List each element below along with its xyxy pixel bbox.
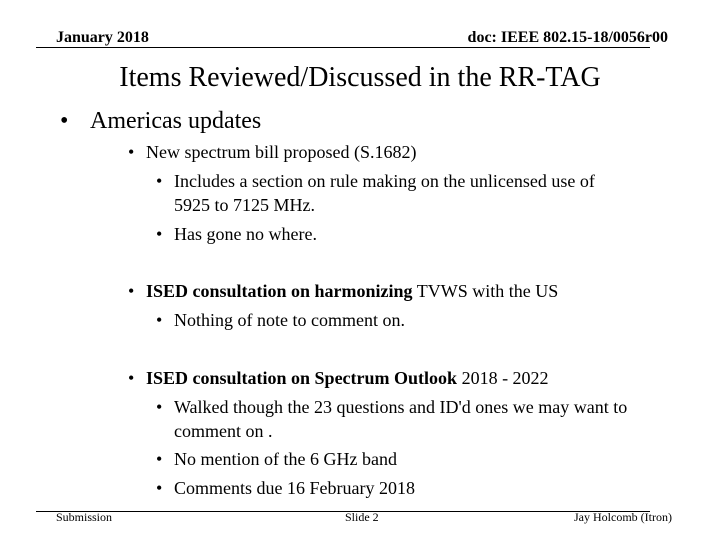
bullet-ised-outlook-deadline	[156, 478, 415, 499]
footer-author: Jay Holcomb (Itron)	[574, 510, 672, 524]
bullet-icon: •	[128, 142, 135, 162]
bullet-icon: •	[156, 310, 163, 330]
slide-title: Items Reviewed/Discussed in the RR-TAG	[119, 62, 601, 93]
bullet-text: No mention of the 6 GHz band	[174, 449, 397, 469]
bullet-text-bold: ISED consultation on Spectrum Outlook	[146, 368, 458, 388]
bullet-text: Walked though the 23 questions and ID'd ones we may want to	[174, 397, 628, 417]
bullet-text: Includes a section on rule making on the unlicensed use of	[174, 171, 595, 191]
bullet-spectrum-bill-section	[156, 171, 595, 192]
bullet-icon: •	[156, 478, 163, 498]
bullet-icon: •	[156, 171, 163, 191]
bullet-text: Americas updates	[90, 108, 262, 134]
header-doc-id: doc: IEEE 802.15-18/0056r00	[467, 29, 668, 46]
bullet-icon: •	[128, 281, 135, 301]
footer-slide-number: Slide 2	[345, 510, 379, 524]
bullet-text: Comments due 16 February 2018	[174, 478, 415, 498]
header-date: January 2018	[56, 29, 149, 46]
bullet-text: Has gone no where.	[174, 224, 317, 244]
bullet-ised-tvws	[128, 281, 558, 302]
bullet-ised-outlook-questions	[156, 397, 627, 418]
bullet-text-bold: ISED consultation on harmonizing	[146, 281, 413, 301]
bullet-ised-outlook-6ghz	[156, 449, 397, 470]
bullet-spectrum-bill-status	[156, 224, 317, 245]
bullet-ised-tvws-note	[156, 310, 405, 331]
footer-divider	[36, 511, 650, 512]
bullet-icon: •	[156, 397, 163, 417]
bullet-spectrum-bill	[128, 142, 416, 163]
bullet-ised-outlook-questions-cont	[156, 421, 272, 442]
bullet-icon: •	[156, 224, 163, 244]
bullet-americas-updates	[60, 108, 261, 135]
bullet-ised-outlook	[128, 368, 549, 389]
bullet-text: 2018 - 2022	[457, 368, 549, 388]
bullet-icon: •	[60, 108, 69, 134]
bullet-text: TVWS with the US	[412, 281, 559, 301]
bullet-text: Nothing of note to comment on.	[174, 310, 405, 330]
footer-submission: Submission	[56, 510, 113, 524]
bullet-text: comment on .	[174, 421, 273, 441]
bullet-text: 5925 to 7125 MHz.	[174, 195, 315, 215]
header-divider	[36, 47, 650, 48]
bullet-spectrum-bill-section-cont	[156, 195, 315, 216]
bullet-text: New spectrum bill proposed (S.1682)	[146, 142, 417, 162]
bullet-icon: •	[128, 368, 135, 388]
bullet-icon: •	[156, 449, 163, 469]
